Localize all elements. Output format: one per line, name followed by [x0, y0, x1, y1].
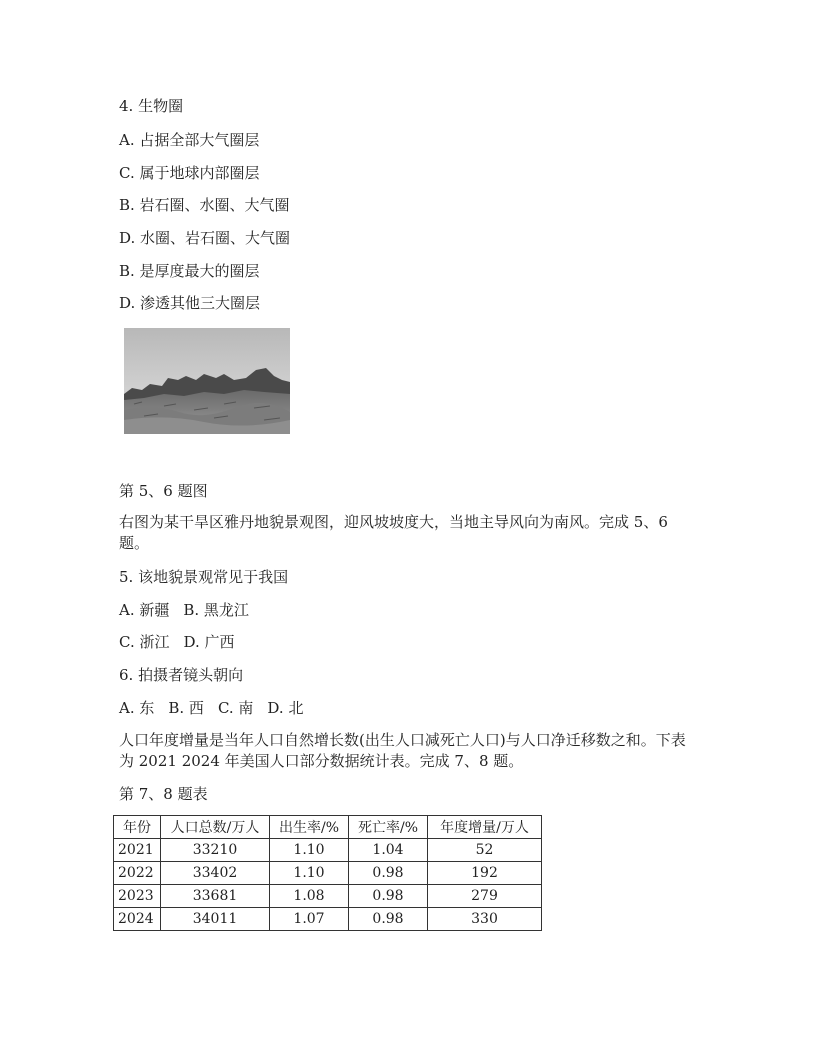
question-5-title: 5. 该地貌景观常见于我国 — [119, 568, 289, 586]
cell-year: 2022 — [114, 862, 161, 885]
cell-year: 2023 — [114, 885, 161, 908]
cell-population: 34011 — [161, 908, 270, 931]
q4-option-d-permeate: D. 渗透其他三大圈层 — [119, 294, 261, 312]
q5-option-a: A. 新疆 — [119, 601, 170, 619]
table-caption-7-8: 第 7、8 题表 — [119, 785, 208, 803]
cell-birth-rate: 1.10 — [270, 839, 349, 862]
figure-caption-5-6: 第 5、6 题图 — [119, 482, 208, 500]
q4-option-b-thickness: B. 是厚度最大的圈层 — [119, 262, 260, 280]
us-population-table — [113, 815, 542, 931]
cell-annual-increase: 330 — [428, 908, 542, 931]
cell-year: 2024 — [114, 908, 161, 931]
cell-population: 33402 — [161, 862, 270, 885]
yardang-landform-photo — [124, 328, 290, 434]
cell-death-rate: 0.98 — [349, 908, 428, 931]
q6-option-c: C. 南 — [217, 699, 254, 717]
q5-option-b: B. 黑龙江 — [183, 601, 249, 619]
q4-option-a: A. 占据全部大气圈层 — [119, 131, 260, 149]
question-4-title: 4. 生物圈 — [119, 97, 184, 115]
q6-option-d: D. 北 — [267, 699, 304, 717]
cell-death-rate: 0.98 — [349, 885, 428, 908]
q6-option-b: B. 西 — [168, 699, 204, 717]
question-6-title: 6. 拍摄者镜头朝向 — [119, 666, 244, 684]
cell-death-rate: 1.04 — [349, 839, 428, 862]
cell-annual-increase: 192 — [428, 862, 542, 885]
col-header-death-rate: 死亡率/% — [349, 816, 428, 839]
table-header-row — [114, 816, 542, 839]
cell-population: 33210 — [161, 839, 270, 862]
cell-birth-rate: 1.08 — [270, 885, 349, 908]
intro-paragraph-5-6: 右图为某干旱区雅丹地貌景观图，迎风坡坡度大，当地主导风向为南风。完成 5、6 题。 — [119, 513, 668, 552]
col-header-population: 人口总数/万人 — [161, 816, 270, 839]
q6-options — [119, 698, 303, 718]
cell-year: 2021 — [114, 839, 161, 862]
q5-options-row-2 — [119, 632, 235, 652]
q6-option-a: A. 东 — [119, 699, 155, 717]
cell-birth-rate: 1.10 — [270, 862, 349, 885]
q5-option-c: C. 浙江 — [119, 633, 170, 651]
cell-population: 33681 — [161, 885, 270, 908]
q4-option-c: C. 属于地球内部圈层 — [119, 164, 260, 182]
table-row — [114, 839, 542, 862]
col-header-year: 年份 — [114, 816, 161, 839]
table-row — [114, 908, 542, 931]
q4-option-d-spheres: D. 水圈、岩石圈、大气圈 — [119, 229, 291, 247]
cell-annual-increase: 52 — [428, 839, 542, 862]
table-row — [114, 862, 542, 885]
q5-option-d: D. 广西 — [183, 633, 235, 651]
cell-annual-increase: 279 — [428, 885, 542, 908]
col-header-birth-rate: 出生率/% — [270, 816, 349, 839]
cell-birth-rate: 1.07 — [270, 908, 349, 931]
col-header-annual-increase: 年度增量/万人 — [428, 816, 542, 839]
table-row — [114, 885, 542, 908]
cell-death-rate: 0.98 — [349, 862, 428, 885]
q5-options-row-1 — [119, 600, 249, 620]
intro-paragraph-7-8: 人口年度增量是当年人口自然增长数(出生人口减死亡人口)与人口净迁移数之和。下表为 2021 2024 年美国人口部分数据统计表。完成 7、8 题。 — [119, 731, 686, 770]
q4-option-b-spheres: B. 岩石圈、水圈、大气圈 — [119, 196, 290, 214]
